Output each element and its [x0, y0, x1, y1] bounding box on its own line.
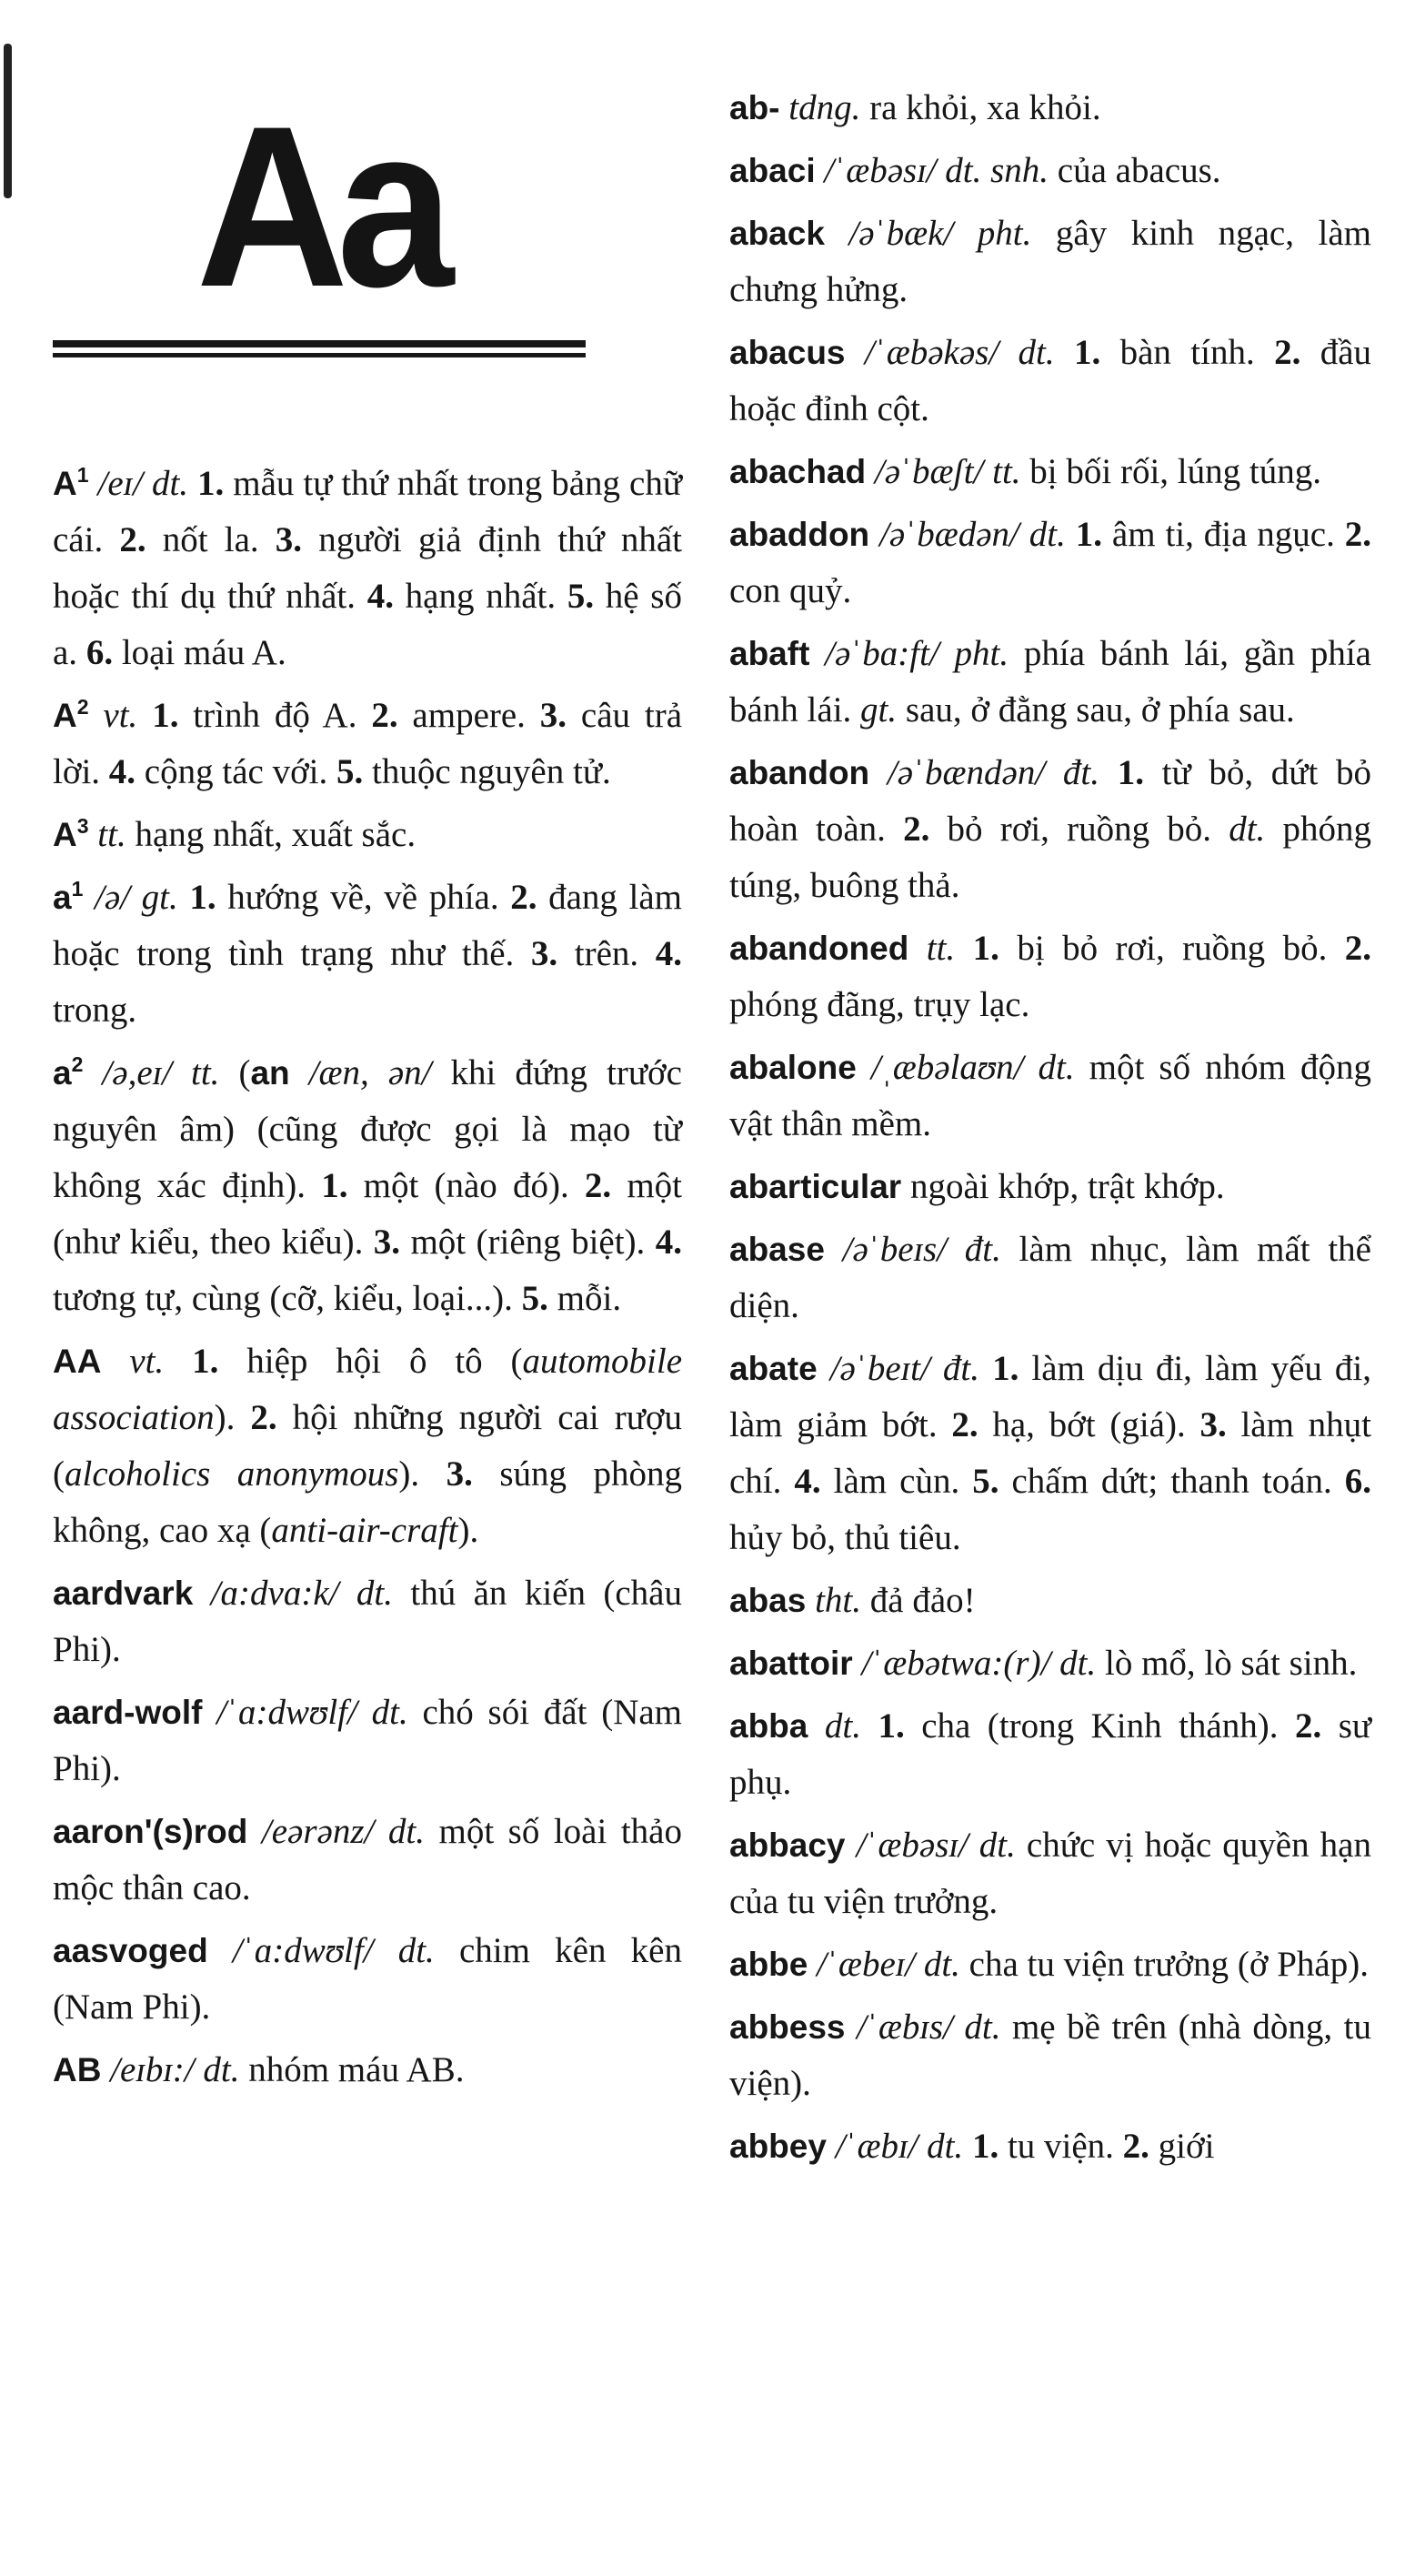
entry-definition-text: một số nhóm động vật thân mềm.: [729, 1048, 1371, 1143]
entry-headword: aback: [729, 215, 825, 252]
entry-pronunciation: /əˈbæʃt/: [866, 452, 993, 491]
entry-definition-text: [955, 929, 972, 968]
entry-sense-number: 2.: [1344, 515, 1372, 554]
entry-definition-text: tương tự, cùng (cỡ, kiểu, loại...).: [53, 1278, 522, 1318]
entry-definition-text: [1055, 333, 1074, 372]
entry-definition-text: hạng nhất.: [393, 576, 567, 616]
section-letter: Aa: [196, 79, 443, 335]
entry-headword: abba: [729, 1707, 808, 1745]
entry-definition-text: hội những người cai rượu (: [53, 1397, 682, 1494]
entry-part-of-speech: dt.: [203, 2049, 240, 2089]
entry-definition-text: [806, 1581, 815, 1620]
entry-definition-text: hạ, bớt (giá).: [978, 1405, 1200, 1444]
entry-sense-number: 6.: [1344, 1462, 1371, 1501]
entry-headword: AB: [53, 2050, 102, 2088]
entry-sense-superscript: 3: [76, 813, 89, 838]
entry-pronunciation: /əˈbændən/: [869, 753, 1063, 792]
entry-sense-number: 2.: [119, 519, 146, 559]
entry-headword: A: [53, 815, 77, 853]
entry-sense-number: 1.: [878, 1706, 905, 1746]
entry-headword: aasvoged: [53, 1931, 208, 1969]
entry-part-of-speech: dt.: [1029, 515, 1066, 554]
entry-definition-text: ).: [457, 1510, 479, 1550]
entry-sense-number: 2.: [250, 1397, 277, 1437]
entry-pronunciation: /əˈbɑ:ft/: [809, 634, 955, 673]
section-header: [53, 79, 586, 357]
entry-definition-text: nhóm máu AB.: [239, 2049, 465, 2089]
entry-sense-number: 2.: [903, 810, 930, 849]
entry-definition-text: làm nhục, làm mất thể diện.: [729, 1230, 1371, 1325]
entry-definition-text: người giả định thứ nhất hoặc thí dụ thứ nhất.: [53, 519, 682, 616]
entry-headword: abaft: [729, 635, 810, 672]
entry-definition-text: mẫu tự thứ nhất trong bảng chữ cái.: [53, 463, 682, 559]
entry-definition-text: thuộc nguyên tử.: [363, 751, 611, 791]
entry-sense-number: 4.: [794, 1462, 821, 1501]
dictionary-entry-abate: [729, 1341, 1371, 1566]
entry-part-of-speech: tt.: [992, 452, 1021, 491]
entry-part-of-speech: dt.: [151, 463, 189, 503]
entry-definition-text: ngoài khớp, trật khớp.: [901, 1167, 1225, 1206]
entry-sense-number: 5.: [336, 751, 364, 791]
entry-definition-text: trên.: [557, 933, 656, 973]
entry-sense-number: 1.: [197, 463, 225, 503]
dictionary-entry-abas: [729, 1573, 1371, 1629]
entry-definition-text: hướng về, về phía.: [216, 877, 511, 917]
entry-pronunciation: /əˈbeɪs/: [824, 1230, 965, 1269]
dictionary-entry-aardvark: [53, 1565, 682, 1678]
entry-sense-number: 3.: [373, 1222, 401, 1262]
entry-sense-number: 2.: [1294, 1706, 1322, 1746]
entry-part-of-speech: dt.: [1018, 333, 1055, 372]
entry-sense-number: 3.: [539, 695, 567, 735]
entry-part-of-speech: đt.: [1062, 753, 1099, 792]
entry-definition-text: cộng tác với.: [135, 751, 337, 791]
entry-headword: a: [53, 878, 72, 916]
entry-definition-text: chấm dứt; thanh toán.: [999, 1462, 1345, 1501]
right-column-entries: [729, 80, 1371, 2175]
entry-sense-number: 3.: [446, 1454, 473, 1494]
entry-definition-text: trong.: [53, 990, 137, 1030]
entry-definition-text: [861, 1706, 878, 1746]
entry-definition-text: ).: [398, 1454, 447, 1494]
entry-sense-number: 2.: [1122, 2127, 1149, 2166]
entry-pronunciation: /eərənz/: [247, 1811, 388, 1851]
entry-definition-text: [137, 696, 152, 735]
entry-pronunciation: /ə,eɪ/: [83, 1052, 191, 1092]
entry-sense-number: 2.: [951, 1405, 978, 1444]
entry-sense-number: 5.: [972, 1462, 999, 1501]
entry-headword: abbess: [729, 2008, 846, 2046]
entry-part-of-speech: dt.: [1229, 810, 1266, 849]
entry-part-of-speech: dt. snh.: [945, 151, 1049, 190]
entry-headword: a: [53, 1053, 72, 1092]
dictionary-entry-abbess: [729, 1999, 1371, 2112]
entry-definition-text: một (như kiểu, theo kiểu).: [53, 1165, 683, 1262]
entry-sense-number: 3.: [530, 933, 558, 973]
entry-pronunciation: /ˈæbəkəs/: [845, 333, 1019, 372]
entry-definition-text: âm ti, địa ngục.: [1102, 515, 1345, 554]
entry-definition-text: [963, 2127, 972, 2166]
dictionary-entry-abandoned: [729, 921, 1371, 1033]
entry-sense-number: 2.: [371, 695, 398, 735]
entry-definition-text: bị bối rối, lúng túng.: [1020, 452, 1321, 491]
entry-definition-text: loại máu A.: [113, 632, 286, 672]
entry-sense-number: 1.: [1117, 753, 1144, 792]
entry-part-of-speech: gt.: [860, 690, 898, 730]
entry-definition-text: hủy bỏ, thủ tiêu.: [729, 1518, 961, 1557]
entry-definition-text: con quỷ.: [729, 571, 852, 610]
dictionary-entry-abaddon: [729, 507, 1371, 619]
dictionary-entry-a-capital-3: [53, 807, 682, 863]
entry-sense-number: 1.: [992, 1349, 1019, 1388]
dictionary-entry-a-small-1: [53, 870, 682, 1039]
dictionary-entry-a-capital-1: [53, 456, 682, 681]
entry-definition-text: chức vị hoặc quyền hạn của tu viện trưởng.: [729, 1826, 1371, 1921]
entry-definition-text: mỗi.: [547, 1278, 622, 1318]
entry-pronunciation: /ˌæbəlaʊn/: [856, 1048, 1039, 1087]
entry-definition-text: [780, 88, 789, 127]
entry-definition-text: làm cùn.: [820, 1462, 973, 1501]
entry-definition-text: bị bỏ rơi, ruồng bỏ.: [999, 929, 1345, 968]
entry-definition-text: của abacus.: [1049, 151, 1221, 190]
entry-sense-superscript: 2: [76, 694, 89, 719]
entry-definition-text: [178, 878, 190, 917]
entry-definition-text: ).: [214, 1397, 251, 1437]
entry-sense-number: 2.: [1344, 929, 1371, 968]
entry-definition-text: [164, 1342, 192, 1381]
entry-headword: aaron'(s)rod: [53, 1812, 248, 1850]
dictionary-entry-abandon: [729, 745, 1371, 914]
entry-sense-number: 2.: [510, 877, 537, 917]
entry-part-of-speech: dt.: [1059, 1644, 1097, 1683]
entry-headword: an: [250, 1053, 290, 1092]
entry-headword: ab-: [729, 89, 780, 126]
entry-headword: abandon: [729, 754, 870, 791]
dictionary-entry-aard-wolf: [53, 1685, 682, 1797]
entry-definition-text: đả đảo!: [861, 1581, 976, 1620]
entry-part-of-speech: dt.: [371, 1692, 408, 1732]
entry-definition-text: [979, 1349, 992, 1388]
entry-headword: abalone: [729, 1049, 857, 1086]
section-divider-rule: [53, 340, 586, 357]
dictionary-entry-abase: [729, 1222, 1371, 1334]
entry-pronunciation: /æn, ən/: [289, 1052, 432, 1092]
entry-definition-text: lò mổ, lò sát sinh.: [1096, 1644, 1358, 1683]
entry-part-of-speech: dt.: [387, 1811, 425, 1851]
dictionary-entry-ab-capital: [53, 2042, 682, 2098]
entry-pronunciation: /əˈbædən/: [869, 515, 1029, 554]
entry-sense-number: 3.: [275, 519, 303, 559]
entry-definition-text: từ bỏ, dứt bỏ hoàn toàn.: [729, 753, 1371, 849]
entry-part-of-speech: tt.: [926, 929, 956, 968]
entry-definition-text: hạng nhất, xuất sắc.: [125, 814, 416, 854]
entry-foreign-phrase: automobile association: [53, 1341, 683, 1437]
entry-definition-text: đang làm hoặc trong tình trạng như thế.: [53, 877, 683, 973]
entry-headword: abbey: [729, 2128, 827, 2165]
entry-part-of-speech: dt.: [964, 2007, 1001, 2047]
entry-sense-number: 5.: [521, 1278, 548, 1318]
entry-definition-text: khi đứng trước nguyên âm) (cũng được gọi là mạo từ không xác định).: [53, 1052, 682, 1205]
entry-pronunciation: /ˈɑ:dwʊlf/: [207, 1930, 398, 1970]
entry-pronunciation: /ə/: [83, 877, 142, 917]
entry-definition-text: sư phụ.: [729, 1706, 1372, 1802]
dictionary-entry-abachad: [729, 444, 1371, 500]
entry-part-of-speech: dt.: [978, 1826, 1016, 1865]
entry-headword: AA: [53, 1342, 102, 1380]
entry-pronunciation: /ˈæbəsɪ/: [845, 1826, 979, 1865]
entry-definition-text: phóng đãng, trụy lạc.: [729, 985, 1030, 1024]
entry-part-of-speech: vt.: [129, 1341, 165, 1381]
entry-foreign-phrase: alcoholics anonymous: [65, 1454, 399, 1494]
entry-headword: abarticular: [729, 1168, 902, 1205]
left-column: [53, 79, 683, 2105]
entry-headword: abate: [729, 1350, 818, 1387]
scan-edge-artifact: [4, 44, 12, 198]
entry-definition-text: làm nhụt chí.: [729, 1405, 1371, 1501]
dictionary-entry-a-small-2: [53, 1045, 682, 1327]
entry-definition-text: ampere.: [397, 695, 540, 735]
entry-definition-text: hệ số a.: [53, 576, 682, 672]
entry-sense-number: 1.: [321, 1165, 348, 1205]
entry-definition-text: nốt la.: [146, 519, 276, 559]
entry-sense-number: 1.: [971, 2127, 999, 2166]
entry-part-of-speech: đt.: [942, 1349, 979, 1388]
entry-headword: abachad: [729, 453, 867, 490]
entry-definition-text: ra khỏi, xa khỏi.: [860, 88, 1101, 127]
entry-definition-text: phóng túng, buông thả.: [729, 810, 1371, 905]
entry-part-of-speech: dt.: [1038, 1048, 1075, 1087]
entry-pronunciation: /ˈæbəsɪ/: [815, 151, 946, 190]
dictionary-entry-abalone: [729, 1040, 1371, 1152]
entry-headword: abaci: [729, 152, 816, 189]
entry-part-of-speech: dt.: [923, 1945, 960, 1984]
entry-definition-text: mẹ bề trên (nhà dòng, tu viện).: [729, 2007, 1371, 2103]
dictionary-entry-ab-prefix: [729, 80, 1371, 136]
entry-sense-number: 1.: [189, 877, 216, 917]
entry-definition-text: thú ăn kiến (châu Phi).: [53, 1573, 682, 1669]
entry-pronunciation: /eɪ/: [88, 463, 152, 503]
entry-definition-text: [1066, 515, 1076, 554]
entry-part-of-speech: tdng.: [788, 88, 861, 127]
entry-definition-text: làm dịu đi, làm yếu đi, làm giảm bớt.: [729, 1349, 1372, 1444]
entry-sense-number: 1.: [152, 695, 179, 735]
entry-sense-number: 1.: [1074, 333, 1101, 372]
entry-part-of-speech: dt.: [824, 1706, 861, 1746]
entry-sense-number: 5.: [567, 576, 595, 616]
entry-headword: abacus: [729, 334, 846, 371]
right-column: [729, 80, 1371, 2181]
entry-sense-superscript: 1: [71, 876, 84, 901]
entry-part-of-speech: pht.: [977, 214, 1032, 253]
entry-definition-text: gây kinh ngạc, làm chưng hửng.: [729, 214, 1371, 309]
dictionary-entry-abacus: [729, 325, 1371, 438]
entry-part-of-speech: dt.: [927, 2127, 964, 2166]
dictionary-entry-abarticular: [729, 1159, 1371, 1215]
entry-definition-text: cha tu viện trưởng (ở Pháp).: [959, 1945, 1369, 1984]
entry-sense-number: 2.: [584, 1165, 612, 1205]
entry-headword: A: [53, 464, 77, 502]
entry-definition-text: đầu hoặc đỉnh cột.: [729, 333, 1372, 428]
entry-definition-text: [89, 696, 104, 735]
entry-sense-number: 1.: [972, 929, 999, 968]
entry-sense-number: 4.: [366, 576, 394, 616]
entry-definition-text: bàn tính.: [1100, 333, 1275, 372]
entry-part-of-speech: dt.: [397, 1930, 435, 1970]
entry-headword: aardvark: [53, 1574, 194, 1612]
entry-part-of-speech: vt.: [103, 695, 138, 735]
entry-pronunciation: /eɪbɪ:/: [101, 2049, 204, 2089]
dictionary-entry-abaci: [729, 143, 1371, 199]
entry-pronunciation: /ɑ:dvɑ:k/: [193, 1573, 356, 1613]
dictionary-entry-aarons-rod: [53, 1804, 682, 1917]
entry-sense-superscript: 2: [71, 1052, 84, 1076]
entry-pronunciation: /ˈæbətwa:(r)/: [852, 1644, 1060, 1683]
entry-part-of-speech: gt.: [141, 877, 178, 917]
entry-definition-text: [908, 929, 926, 968]
entry-sense-number: 1.: [192, 1341, 219, 1381]
dictionary-entry-abaft: [729, 626, 1371, 739]
entry-definition-text: [808, 1706, 825, 1746]
entry-definition-text: [1099, 753, 1118, 792]
dictionary-entry-abbe: [729, 1937, 1371, 1993]
entry-headword: abbe: [729, 1946, 808, 1983]
dictionary-entry-abattoir: [729, 1635, 1371, 1692]
entry-sense-superscript: 1: [76, 462, 89, 487]
entry-definition-text: súng phòng không, cao xạ (: [53, 1454, 682, 1550]
entry-definition-text: một (riêng biệt).: [400, 1222, 656, 1262]
entry-headword: abase: [729, 1231, 825, 1268]
dictionary-entry-abbacy: [729, 1817, 1371, 1930]
dictionary-entry-aback: [729, 206, 1371, 318]
entry-sense-number: 2.: [1274, 333, 1301, 372]
entry-pronunciation: /ˈɑ:dwʊlf/: [202, 1692, 372, 1732]
entry-pronunciation: /əˈbeɪt/: [817, 1349, 943, 1388]
entry-definition-text: chó sói đất (Nam Phi).: [53, 1692, 682, 1788]
entry-pronunciation: /ˈæbɪ/: [826, 2127, 928, 2166]
entry-part-of-speech: tt.: [190, 1052, 220, 1092]
entry-definition-text: chim kên kên (Nam Phi).: [53, 1930, 682, 2027]
entry-definition-text: [89, 815, 98, 854]
entry-headword: abaddon: [729, 516, 870, 553]
entry-definition-text: câu trả lời.: [53, 695, 683, 791]
entry-foreign-phrase: anti-air-craft: [271, 1510, 458, 1550]
entry-definition-text: bỏ rơi, ruồng bỏ.: [929, 810, 1229, 849]
entry-definition-text: trình độ A.: [178, 695, 372, 735]
entry-headword: aard-wolf: [53, 1693, 203, 1731]
entry-definition-text: (: [219, 1052, 251, 1092]
dictionary-entry-aa: [53, 1333, 682, 1559]
dictionary-entry-abba: [729, 1698, 1371, 1811]
entry-headword: abbacy: [729, 1826, 846, 1864]
entry-definition-text: phía bánh lái, gần phía bánh lái.: [729, 634, 1371, 730]
entry-part-of-speech: tht.: [815, 1581, 862, 1620]
entry-pronunciation: /ˈæbeɪ/: [808, 1945, 924, 1984]
entry-sense-number: 3.: [1199, 1405, 1227, 1444]
entry-definition-text: giới: [1149, 2127, 1215, 2166]
entry-pronunciation: /ˈæbɪs/: [845, 2007, 965, 2047]
entry-definition-text: một số loài thảo mộc thân cao.: [53, 1811, 682, 1907]
dictionary-entry-a-capital-2: [53, 688, 682, 800]
entry-sense-number: 4.: [655, 1222, 682, 1262]
entry-definition-text: [101, 1342, 129, 1381]
entry-headword: A: [53, 696, 77, 734]
entry-definition-text: tu viện.: [999, 2127, 1123, 2166]
dictionary-entry-aasvoged: [53, 1923, 682, 2036]
entry-sense-number: 1.: [1075, 515, 1103, 554]
entry-part-of-speech: dt.: [356, 1573, 393, 1613]
entry-definition-text: một (nào đó).: [347, 1165, 585, 1205]
left-column-entries: [53, 456, 682, 2098]
entry-sense-number: 4.: [108, 751, 136, 791]
entry-sense-number: 4.: [655, 933, 682, 973]
entry-definition-text: hiệp hội ô tô (: [218, 1341, 523, 1381]
entry-sense-number: 6.: [85, 632, 114, 672]
entry-headword: abandoned: [729, 930, 909, 967]
entry-part-of-speech: đt.: [964, 1230, 1001, 1269]
entry-part-of-speech: pht.: [954, 634, 1009, 673]
entry-definition-text: [188, 464, 197, 503]
entry-part-of-speech: tt.: [97, 814, 126, 854]
entry-definition-text: cha (trong Kinh thánh).: [904, 1706, 1295, 1746]
entry-headword: abattoir: [729, 1645, 853, 1682]
dictionary-entry-abbey: [729, 2118, 1371, 2175]
entry-headword: abas: [729, 1582, 807, 1619]
entry-pronunciation: /əˈbæk/: [824, 214, 978, 253]
entry-definition-text: sau, ở đằng sau, ở phía sau.: [897, 690, 1295, 730]
